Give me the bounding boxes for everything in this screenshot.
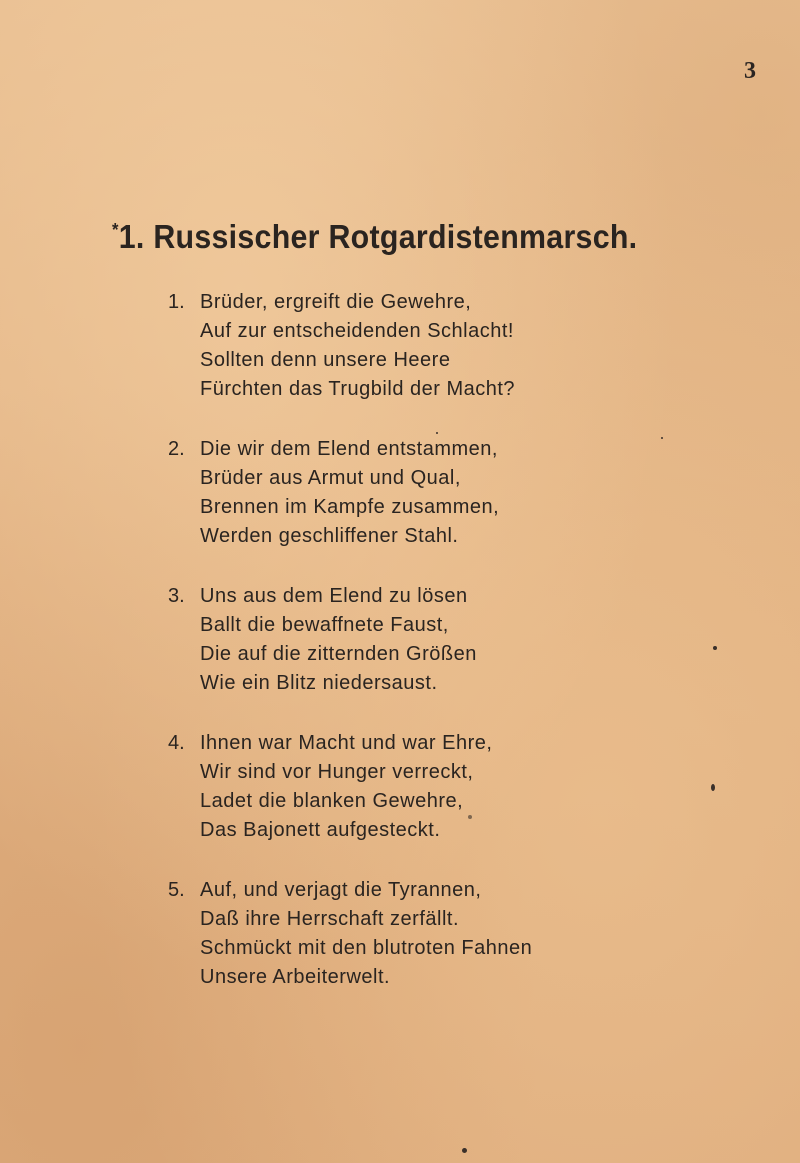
stanza-lines: [200, 288, 768, 404]
verse-line: Die auf die zitternden Größen: [200, 643, 477, 665]
stanza-number: 1.: [168, 291, 185, 313]
verse-line: Ihnen war Macht und war Ehre,: [200, 732, 493, 754]
verse-line: Wie ein Blitz niedersaust.: [200, 672, 438, 694]
stanza-5: [168, 876, 768, 992]
page-number: 3: [744, 58, 756, 84]
stanza-3: [168, 582, 768, 698]
verse-line: Sollten denn unsere Heere: [200, 349, 451, 371]
verse-line: Das Bajonett aufgesteckt.: [200, 819, 441, 841]
verse-line: Unsere Arbeiterwelt.: [200, 966, 391, 988]
paper-speck: [468, 815, 472, 819]
song-title: [112, 218, 637, 256]
stanza-lines: [200, 876, 768, 992]
verse-line: Schmückt mit den blutroten Fahnen: [200, 937, 533, 959]
paper-speck: [462, 1148, 467, 1153]
verse-line: Uns aus dem Elend zu lösen: [200, 585, 468, 607]
paper-speck: [713, 646, 717, 650]
song-number: 1.: [118, 218, 145, 255]
verse-line: Fürchten das Trugbild der Macht?: [200, 378, 516, 400]
verse-line: Brüder aus Armut und Qual,: [200, 467, 461, 489]
verse-line: Brüder, ergreift die Gewehre,: [200, 291, 472, 313]
stanza-number: 5.: [168, 879, 185, 901]
lyrics: [168, 288, 768, 1023]
paper-speck: [661, 437, 663, 439]
song-title-text: Russischer Rotgardistenmarsch.: [153, 218, 638, 255]
verse-line: Ballt die bewaffnete Faust,: [200, 614, 449, 636]
verse-line: Wir sind vor Hunger verreckt,: [200, 761, 474, 783]
stanza-lines: [200, 582, 768, 698]
verse-line: Auf zur entscheidenden Schlacht!: [200, 320, 514, 342]
verse-line: Daß ihre Herrschaft zerfällt.: [200, 908, 460, 930]
stanza-number: 3.: [168, 585, 185, 607]
stanza-lines: [200, 435, 768, 551]
verse-line: Die wir dem Elend entstammen,: [200, 438, 498, 460]
title-asterisk: *: [112, 220, 119, 240]
verse-line: Brennen im Kampfe zusammen,: [200, 496, 500, 518]
verse-line: Werden geschliffener Stahl.: [200, 525, 459, 547]
stanza-4: [168, 729, 768, 845]
stanza-number: 2.: [168, 438, 185, 460]
stanza-2: [168, 435, 768, 551]
verse-line: Ladet die blanken Gewehre,: [200, 790, 464, 812]
stanza-lines: [200, 729, 768, 845]
paper-speck: [436, 432, 438, 434]
paper-speck: [711, 784, 715, 791]
stanza-number: 4.: [168, 732, 185, 754]
verse-line: Auf, und verjagt die Tyrannen,: [200, 879, 482, 901]
stanza-1: [168, 288, 768, 404]
